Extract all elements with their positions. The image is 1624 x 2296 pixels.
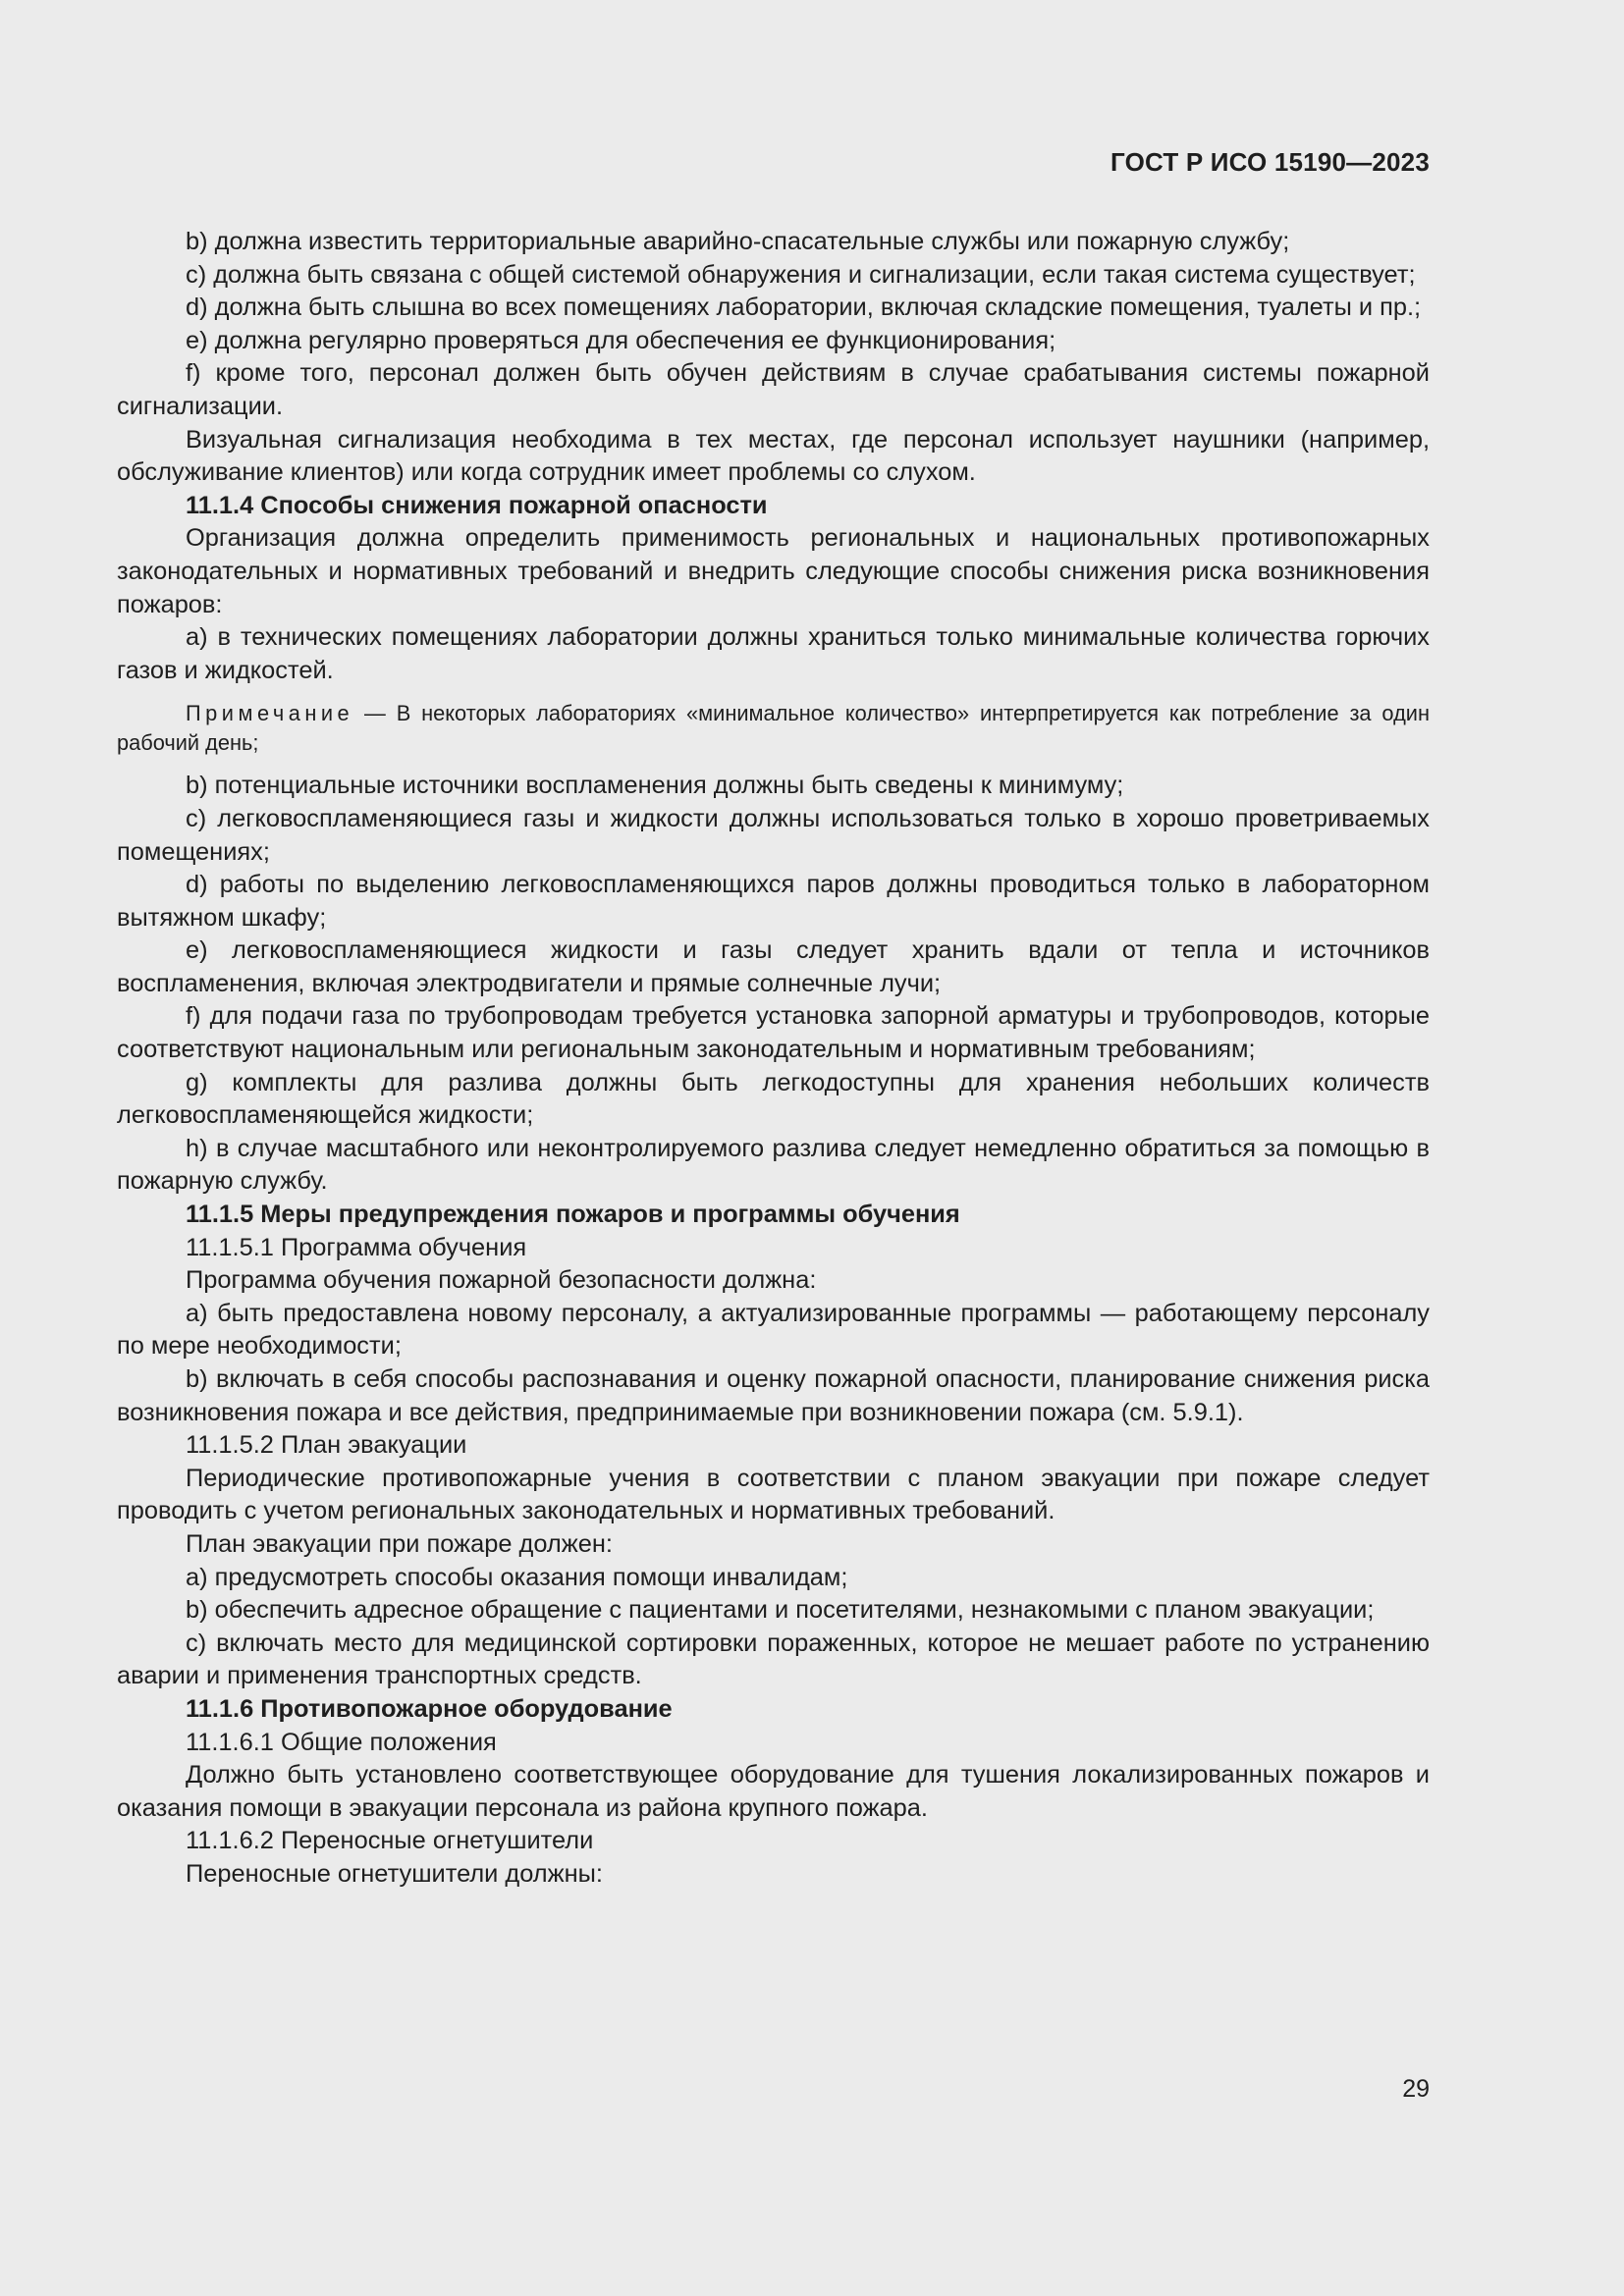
paragraph: f) для подачи газа по трубопроводам требуется установка запорной арматуры и трубопроводов, которые соответствуют национальным или региональным законодательным и нормативным требованиям; [117, 1002, 1430, 1064]
paragraph: g) комплекты для разлива должны быть легкодоступны для хранения небольших количеств легковоспламеняющейся жидкости; [117, 1068, 1430, 1130]
paragraph: c) легковоспламеняющиеся газы и жидкости должны использоваться только в хорошо проветриваемых помещениях; [117, 804, 1430, 866]
note-label: Примечание [186, 701, 354, 726]
standard-designation: ГОСТ Р ИСО 15190—2023 [1110, 147, 1430, 177]
note-text: — В некоторых лабораториях «минимальное количество» интерпретируется как потребление за один рабочий день; [117, 701, 1430, 756]
subsection-heading: 11.1.6.2 Переносные огнетушители [186, 1827, 594, 1855]
paragraph: d) работы по выделению легковоспламеняющихся паров должны проводиться только в лабораторном вытяжном шкафу; [117, 871, 1430, 932]
section-heading: 11.1.6 Противопожарное оборудование [186, 1694, 673, 1723]
subsection-heading: 11.1.6.1 Общие положения [186, 1728, 497, 1756]
section-heading: 11.1.5 Меры предупреждения пожаров и программы обучения [186, 1201, 960, 1229]
paragraph: d) должна быть слышна во всех помещениях лаборатории, включая складские помещения, туалеты и пр.; [186, 294, 1422, 322]
subsection-heading: 11.1.5.2 План эвакуации [186, 1431, 467, 1460]
paragraph: a) в технических помещениях лаборатории должны храниться только минимальные количества горючих газов и жидкостей. [117, 623, 1430, 684]
paragraph: Визуальная сигнализация необходима в тех местах, где персонал использует наушники (например, обслуживание клиентов) или когда сотрудник имеет проблемы со слухом. [117, 425, 1430, 487]
subsection-heading: 11.1.5.1 Программа обучения [186, 1233, 527, 1261]
paragraph: a) быть предоставлена новому персоналу, а актуализированные программы — работающему персоналу по мере необходимости; [117, 1299, 1430, 1361]
paragraph: c) должна быть связана с общей системой обнаружения и сигнализации, если такая система существует; [186, 260, 1416, 289]
paragraph: Периодические противопожарные учения в соответствии с планом эвакуации при пожаре следует проводить с учетом региональных законодательных и нормативных требований. [117, 1464, 1430, 1525]
paragraph: b) потенциальные источники воспламенения должны быть сведены к минимуму; [186, 772, 1124, 800]
paragraph: h) в случае масштабного или неконтролируемого разлива следует немедленно обратиться за помощью в пожарную службу. [117, 1134, 1430, 1196]
paragraph: b) включать в себя способы распознавания и оценку пожарной опасности, планирование снижения риска возникновения пожара и все действия, предпринимаемые при возникновении пожара (см. 5.9.1). [117, 1365, 1430, 1426]
body-text [117, 226, 1430, 1892]
paragraph: c) включать место для медицинской сортировки пораженных, которое не мешает работе по устранению аварии и применения транспортных средств. [117, 1629, 1430, 1690]
paragraph: Переносные огнетушители должны: [186, 1859, 603, 1888]
paragraph: a) предусмотреть способы оказания помощи инвалидам; [186, 1563, 848, 1591]
page-number: 29 [1402, 2075, 1430, 2103]
paragraph: План эвакуации при пожаре должен: [186, 1529, 613, 1558]
paragraph: e) легковоспламеняющиеся жидкости и газы следует хранить вдали от тепла и источников воспламенения, включая электродвигатели и прямые солнечные лучи; [117, 936, 1430, 997]
paragraph: b) обеспечить адресное обращение с пациентами и посетителями, незнакомыми с планом эвакуации; [186, 1596, 1375, 1625]
section-heading: 11.1.4 Способы снижения пожарной опасности [186, 491, 768, 519]
paragraph: e) должна регулярно проверяться для обеспечения ее функционирования; [186, 326, 1056, 354]
paragraph: b) должна известить территориальные аварийно-спасательные службы или пожарную службу; [186, 228, 1290, 255]
note [117, 699, 1430, 758]
paragraph: Программа обучения пожарной безопасности должна: [186, 1266, 817, 1295]
paragraph: Организация должна определить применимость региональных и национальных противопожарных законодательных и нормативных требований и внедрить следующие способы снижения риска возникновения пожаров: [117, 524, 1430, 618]
paragraph: f) кроме того, персонал должен быть обучен действиям в случае срабатывания системы пожарной сигнализации. [117, 359, 1430, 420]
paragraph: Должно быть установлено соответствующее оборудование для тушения локализированных пожаров и оказания помощи в эвакуации персонала из района крупного пожара. [117, 1761, 1430, 1822]
